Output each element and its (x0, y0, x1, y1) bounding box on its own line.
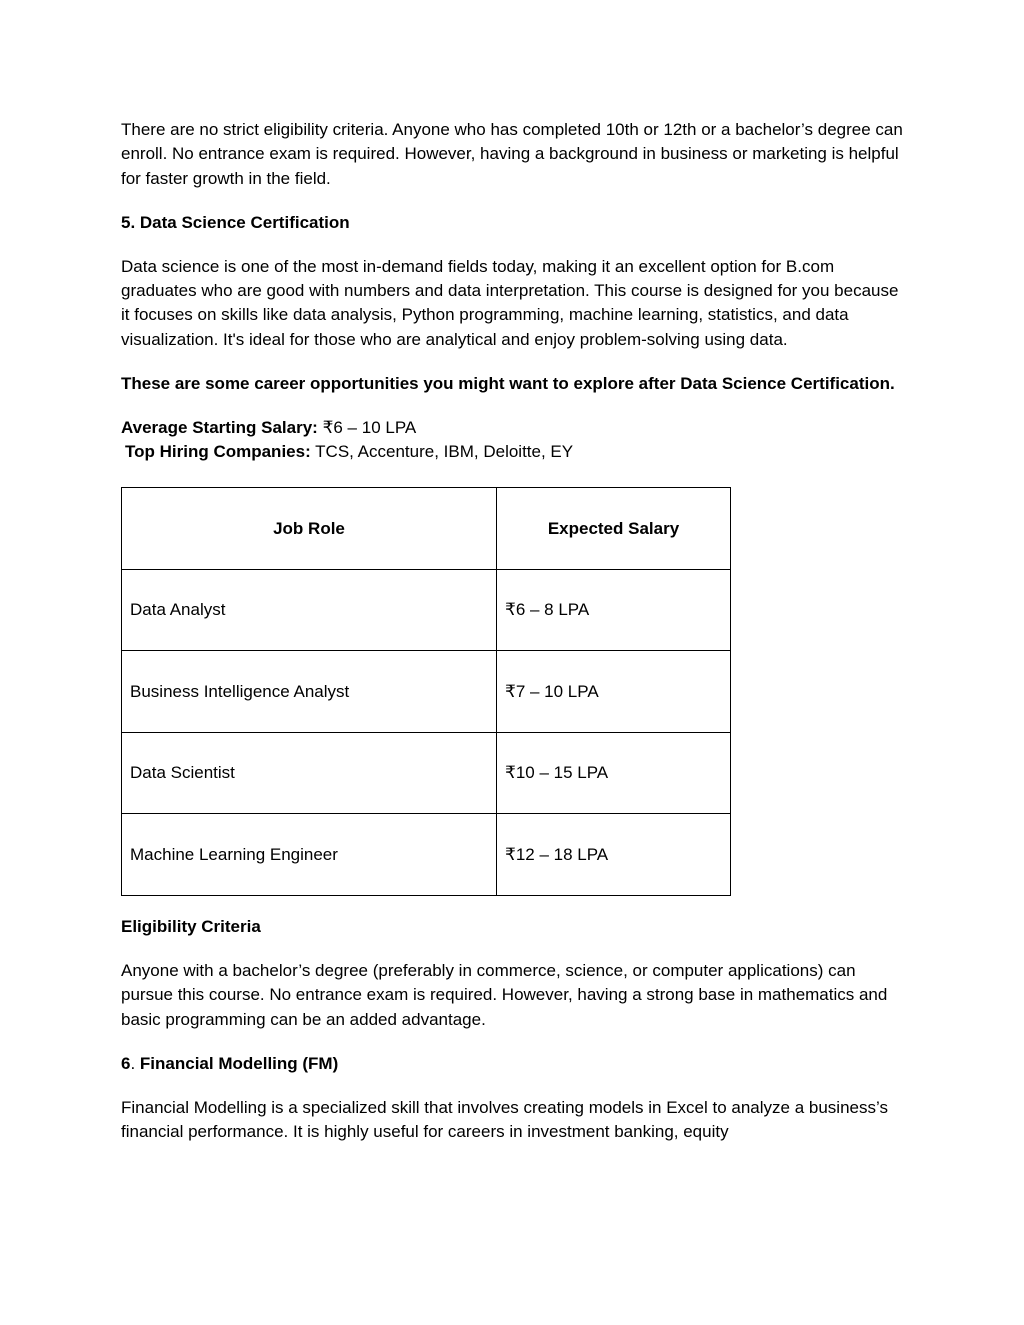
table-row (122, 569, 731, 651)
section-6-separator: . (130, 1053, 136, 1073)
intro-eligibility-paragraph: There are no strict eligibility criteria. Anyone who has completed 10th or 12th or a bachelor’s degree can enroll. No entrance exam is required. However, having a background in business or marketing is helpful for faster growth in the field. (121, 120, 903, 188)
table-header-row (122, 488, 731, 570)
section-6-description: Financial Modelling is a specialized skill that involves creating models in Excel to analyze a business’s financial performance. It is highly useful for careers in investment banking, equity (121, 1097, 888, 1141)
career-opportunities-intro: These are some career opportunities you might want to explore after Data Science Certification. (121, 373, 895, 393)
salary-summary (121, 416, 911, 465)
table-row (122, 814, 731, 896)
column-header-job-role: Job Role (122, 488, 497, 570)
average-salary-label: Average Starting Salary: (121, 417, 318, 437)
eligibility-criteria-heading: Eligibility Criteria (121, 916, 261, 936)
expected-salary-cell: ₹10 – 15 LPA (497, 732, 731, 814)
table-row (122, 651, 731, 733)
top-companies-line (121, 440, 911, 464)
job-role-cell: Data Analyst (122, 569, 497, 651)
job-salary-table (121, 487, 731, 896)
eligibility-criteria-text: Anyone with a bachelor’s degree (preferably in commerce, science, or computer applications) can pursue this course. No entrance exam is required. However, having a strong base in mathematics and basic programming can be an added advantage. (121, 960, 888, 1029)
job-role-cell: Business Intelligence Analyst (122, 651, 497, 733)
document-page (121, 118, 911, 1144)
job-role-cell: Data Scientist (122, 732, 497, 814)
average-salary-value: ₹6 – 10 LPA (317, 417, 417, 437)
column-header-expected-salary: Expected Salary (497, 488, 731, 570)
section-5-description: Data science is one of the most in-demand fields today, making it an excellent option for B.com graduates who are good with numbers and data interpretation. This course is designed for you because it focuses on skills like data analysis, Python programming, machine learning, statistics, and data visualization. It's ideal for those who are analytical and enjoy problem-solving using data. (121, 256, 899, 349)
expected-salary-cell: ₹12 – 18 LPA (497, 814, 731, 896)
section-6-heading (121, 1052, 911, 1076)
table-row (122, 732, 731, 814)
top-companies-label: Top Hiring Companies: (125, 442, 311, 462)
expected-salary-cell: ₹7 – 10 LPA (497, 651, 731, 733)
section-6-title: Financial Modelling (FM) (135, 1053, 339, 1073)
section-6-number: 6 (121, 1053, 131, 1073)
job-role-cell: Machine Learning Engineer (122, 814, 497, 896)
average-salary-line (121, 416, 911, 440)
top-companies-value: TCS, Accenture, IBM, Deloitte, EY (310, 442, 574, 462)
section-5-heading: 5. Data Science Certification (121, 212, 350, 232)
expected-salary-cell: ₹6 – 8 LPA (497, 569, 731, 651)
